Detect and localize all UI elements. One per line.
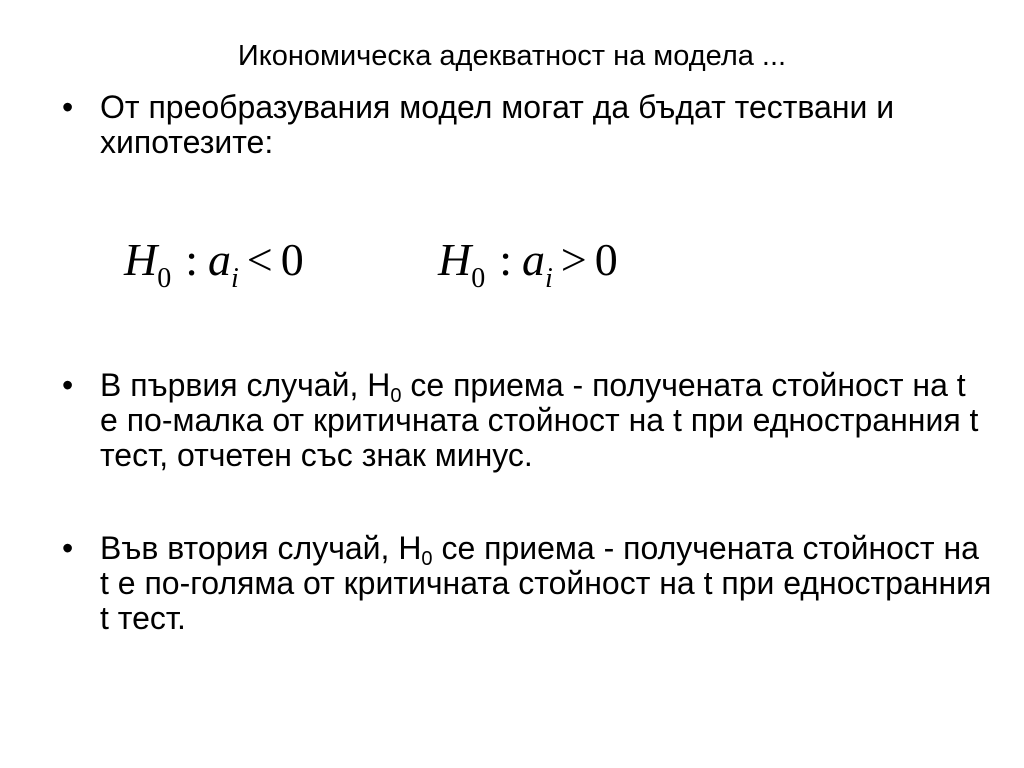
formula-value: 0 xyxy=(594,234,618,285)
formula-coefficient-subscript: i xyxy=(545,263,553,294)
bullet-text: От преобразувания модел могат да бъдат тествани и хипотезите: xyxy=(100,89,895,160)
formula-colon: : xyxy=(499,234,513,285)
bullet-marker: • xyxy=(62,89,74,125)
bullet-text-rest: се приема - получената стойност на t е по-голяма от критичната стойност на t при едностранния t тест. xyxy=(100,530,992,636)
bullet-text xyxy=(100,531,992,636)
hypothesis-formula-greater xyxy=(438,232,618,294)
formula-subscript: 0 xyxy=(157,263,172,294)
slide-title: Икономическа адекватност на модела ... xyxy=(237,40,787,72)
formula-coefficient: a xyxy=(208,234,232,285)
formula-coefficient: a xyxy=(522,234,546,285)
formula-value: 0 xyxy=(280,234,304,285)
formula-colon: : xyxy=(185,234,199,285)
bullet-marker: • xyxy=(62,367,74,403)
bullet-item xyxy=(62,531,992,636)
hypothesis-subscript: 0 xyxy=(421,548,433,570)
hypothesis-formula-less xyxy=(124,232,304,294)
hypothesis-subscript: 0 xyxy=(390,385,402,407)
bullet-text xyxy=(100,368,992,473)
formula-operator: < xyxy=(246,234,273,285)
bullet-text-start: Във втория случай, H xyxy=(100,530,422,566)
formula-variable: H xyxy=(438,234,472,285)
bullet-text-start: В първия случай, H xyxy=(100,367,391,403)
formula-coefficient-subscript: i xyxy=(231,263,239,294)
bullet-marker: • xyxy=(62,530,74,566)
formula-operator: > xyxy=(560,234,587,285)
bullet-text-rest: се приема - получената стойност на t е по-малка от критичната стойност на t при едностранния t тест, отчетен със знак минус. xyxy=(100,367,979,473)
formula-variable: H xyxy=(124,234,158,285)
bullet-item xyxy=(62,90,992,160)
formula-subscript: 0 xyxy=(471,263,486,294)
bullet-item xyxy=(62,368,992,473)
